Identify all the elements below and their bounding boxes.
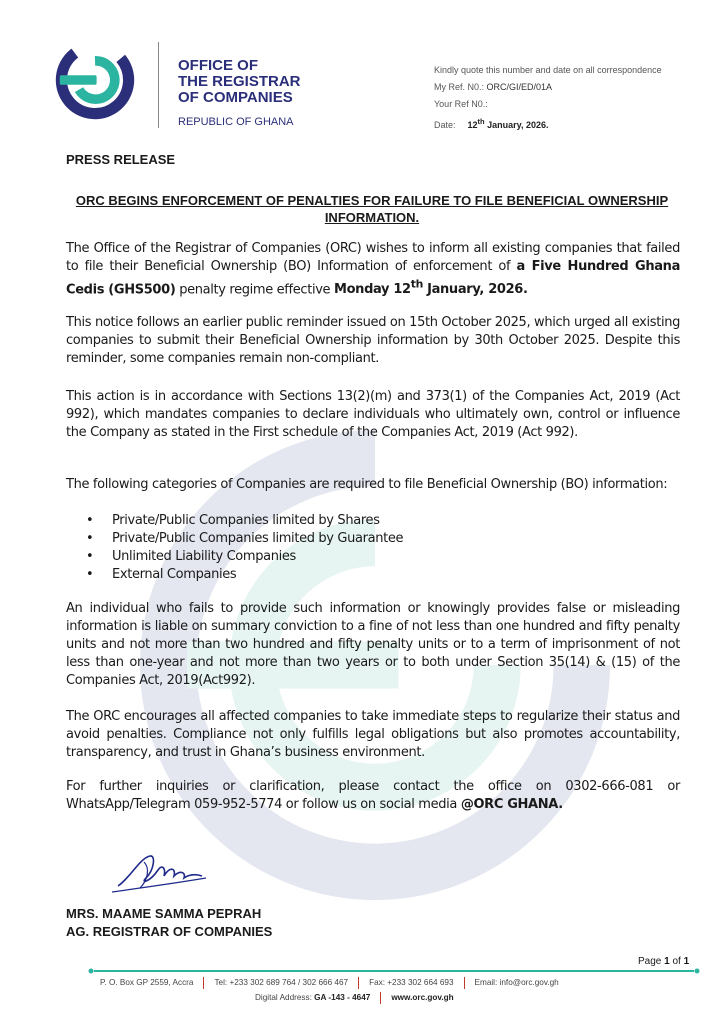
signature [110,848,208,898]
org-name: OFFICE OF THE REGISTRAR OF COMPANIES [178,57,301,106]
list-item: • External Companies [86,566,403,584]
footer-email: Email: info@orc.gov.gh [474,978,559,988]
list-item: • Private/Public Companies limited by Shares [86,512,403,530]
reference-block [434,62,662,134]
your-ref: Your Ref N0.: [434,99,488,109]
date-line: Date: 12th January, 2026. [434,117,549,130]
footer-address: P. O. Box GP 2559, Accra [100,978,194,988]
footer-fax: Fax: +233 302 664 693 [369,978,454,988]
quote-note: Kindly quote this number and date on all correspondence [434,65,662,75]
paragraph-legal-basis: This action is in accordance with Sections 13(2)(m) and 373(1) of the Companies Act, 2019 (Act 992), which mandates companies to declare individuals who ultimately own, control or influence the Company as stated in the First schedule of the Companies Act, 2019 (Act 992). [66,389,680,440]
page-number: Page 1 of 1 [638,956,690,967]
footer-contact-line [100,977,700,989]
paragraph-intro: The Office of the Registrar of Companies (ORC) wishes to inform all existing companies that failed to file their Beneficial Ownership (BO) Information of enforcement of a Five Hundred Ghana Cedis (GHS500) penalty regime effective Monday 12th January, 2026. [66,241,680,298]
footer-rule [88,968,700,974]
orc-logo [55,40,135,120]
signer-block [66,905,272,941]
my-ref: My Ref. N0.: ORC/GI/ED/01A [434,82,553,92]
list-item: • Private/Public Companies limited by Guarantee [86,530,403,548]
paragraph-reminder: This notice follows an earlier public reminder issued on 15th October 2025, which urged all existing companies to submit their Beneficial Ownership information by 30th October 2025. Despite this reminder, some companies remain non-compliant. [66,315,680,366]
paragraph-contact: For further inquiries or clarification, please contact the office on 0302-666-081 or WhatsApp/Telegram 059-952-5774 or follow us on social media @ORC GHANA. [66,779,680,812]
paragraph-penalty: An individual who fails to provide such information or knowingly provides false or misleading information is liable on summary conviction to a fine of not less than one hundred and fifty penalty units and not more than two hundred and fifty penalty units or to a term of imprisonment of not less than one-year and not more than two years or to both under Section 35(14) & (15) of the Companies Act, 2019(Act992). [66,601,680,688]
org-country: REPUBLIC OF GHANA [178,116,294,128]
paragraph-encouragement: The ORC encourages all affected companies to take immediate steps to regularize their status and avoid penalties. Compliance not only fulfills legal obligations but also promotes accountability, transparency, and trust in Ghana’s business environment. [66,709,680,760]
signer-name: MRS. MAAME SAMMA PEPRAH [66,906,262,921]
list-item: • Unlimited Liability Companies [86,548,403,566]
footer-tel: Tel: +233 302 689 764 / 302 666 467 [214,978,349,988]
header-divider [158,42,159,128]
document-title: ORC BEGINS ENFORCEMENT OF PENALTIES FOR FAILURE TO FILE BENEFICIAL OWNERSHIP INFORMATION. [75,193,669,225]
signer-title: AG. REGISTRAR OF COMPANIES [66,924,273,939]
footer-digital-line: Digital Address: GA -143 - 4647 www.orc.gov.gh [255,993,454,1003]
paragraph-categories-intro: The following categories of Companies are required to file Beneficial Ownership (BO) information: [66,477,668,492]
footer-website: www.orc.gov.gh [391,993,454,1003]
company-categories-list [86,512,403,584]
press-release-label: PRESS RELEASE [66,152,176,167]
